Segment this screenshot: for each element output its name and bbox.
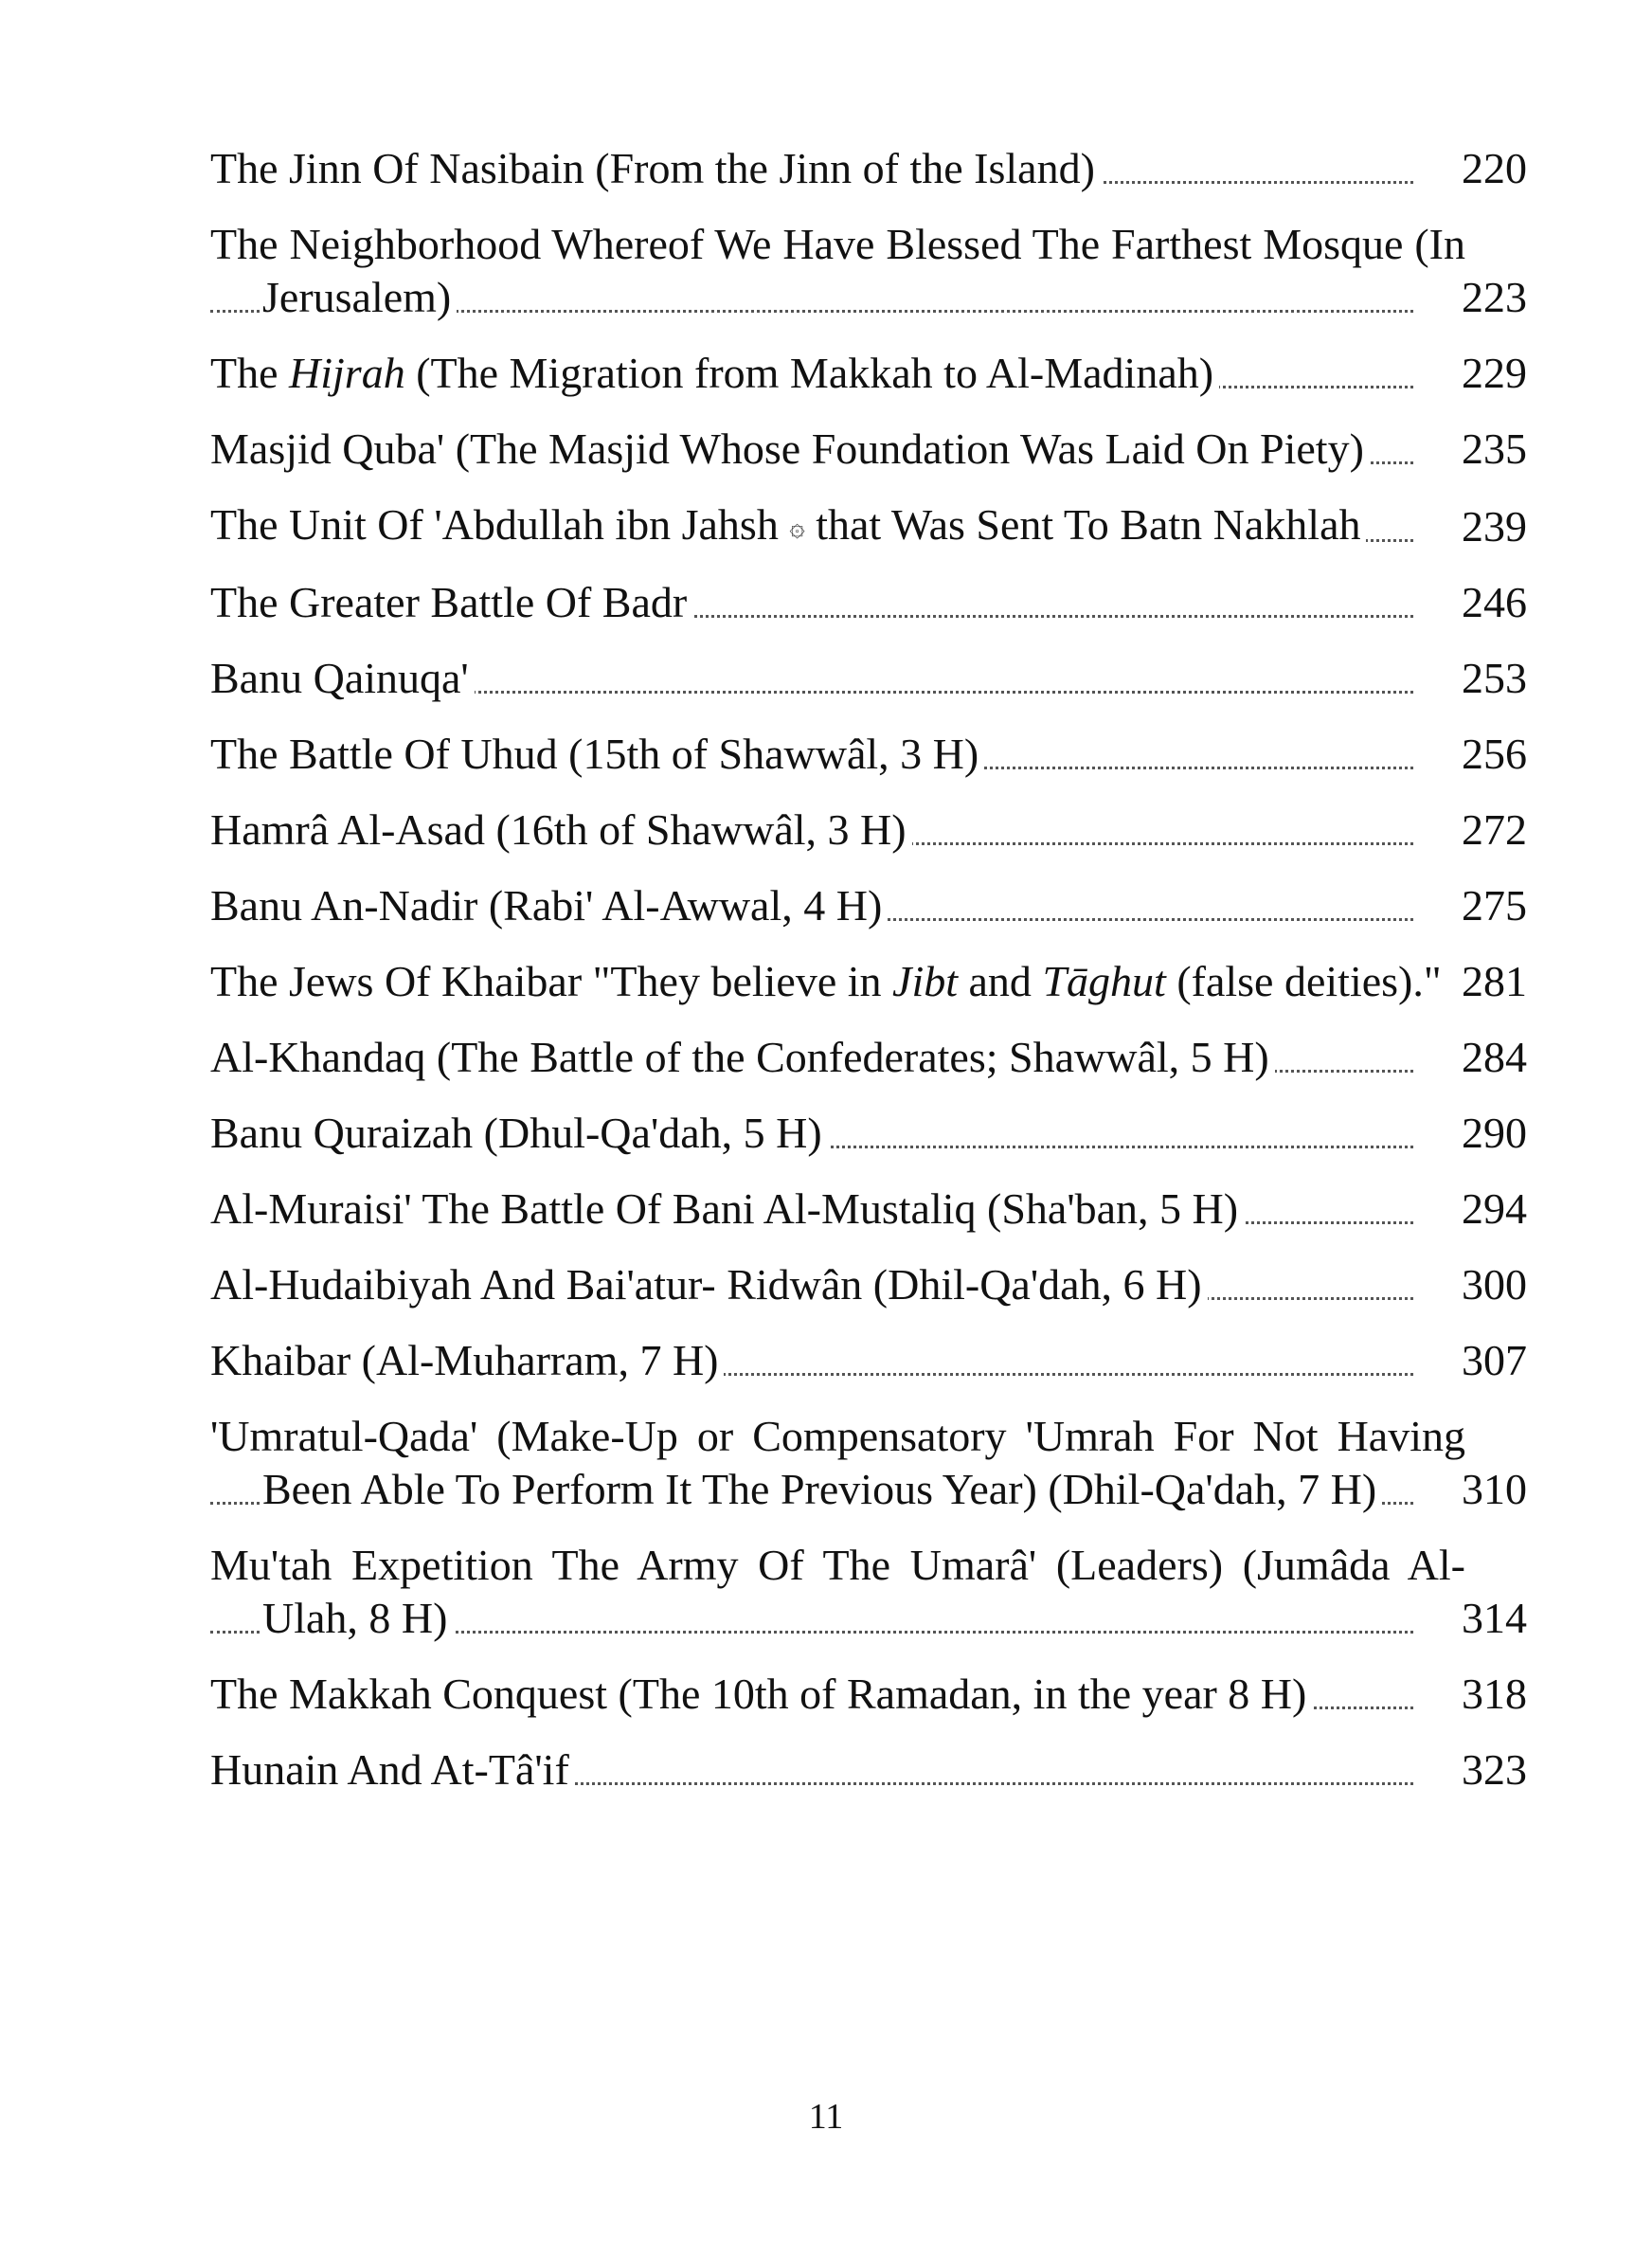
toc-entry[interactable] [210, 1107, 1527, 1160]
toc-entry-page: 307 [1462, 1336, 1527, 1384]
toc-entry[interactable] [210, 955, 1527, 1008]
toc-entry-page: 300 [1462, 1260, 1527, 1309]
toc-entry-page: 246 [1462, 578, 1527, 626]
toc-entry-title: The Unit Of 'Abdullah ibn Jahsh ۞ that Was Sent To Batn Nakhlah [210, 500, 1366, 549]
toc-entry-page: 275 [1462, 881, 1527, 930]
toc-entry-page: 290 [1462, 1109, 1527, 1157]
honorific-glyph-icon: ۞ [789, 511, 805, 542]
toc-entry-title: The Hijrah (The Migration from Makkah to Al-Madinah) [210, 349, 1219, 397]
toc-entry[interactable] [210, 142, 1527, 195]
toc-entry-page: 235 [1462, 424, 1527, 473]
toc-entry-title: The Makkah Conquest (The 10th of Ramadan, in the year 8 H) [210, 1670, 1312, 1718]
toc-entry[interactable] [210, 1539, 1527, 1645]
toc-entry-title: 'Umratul-Qada' (Make-Up or Compensatory 'Umrah For Not Having Been Able To Perform It The Previous Year) (Dhil-Qa'dah, 7 H) [210, 1412, 1465, 1513]
toc-entry-title: Banu An-Nadir (Rabi' Al-Awwal, 4 H) [210, 881, 888, 930]
toc-entry[interactable] [210, 652, 1527, 705]
toc-entry-page: 256 [1462, 730, 1527, 778]
toc-entry-title: The Jews Of Khaibar "They believe in Jibt and Tāghut (false deities)." [210, 957, 1447, 1005]
toc-entry[interactable] [210, 1031, 1527, 1084]
toc-entry-title: Banu Quraizah (Dhul-Qa'dah, 5 H) [210, 1109, 828, 1157]
toc-entry-page: 310 [1462, 1465, 1527, 1513]
toc-entry[interactable] [210, 218, 1527, 324]
toc-entry[interactable] [210, 347, 1527, 400]
toc-entry-title: The Neighborhood Whereof We Have Blessed The Farthest Mosque (In Jerusalem) [210, 220, 1465, 321]
toc-entry-page: 272 [1462, 805, 1527, 854]
toc-entry-title: Masjid Quba' (The Masjid Whose Foundation Was Laid On Piety) [210, 424, 1370, 473]
toc-entry-title: Khaibar (Al-Muharram, 7 H) [210, 1336, 724, 1384]
toc-entry[interactable] [210, 576, 1527, 629]
toc-entry[interactable] [210, 1668, 1527, 1721]
page-number: 11 [808, 2097, 844, 2137]
toc-entry-page: 253 [1462, 654, 1527, 702]
toc-entry-page: 284 [1462, 1033, 1527, 1081]
table-of-contents [210, 142, 1527, 1819]
toc-entry-page: 281 [1462, 957, 1527, 1005]
toc-entry-page: 323 [1462, 1745, 1527, 1794]
toc-entry-title: Al-Khandaq (The Battle of the Confederates; Shawwâl, 5 H) [210, 1033, 1275, 1081]
toc-entry-title: The Jinn Of Nasibain (From the Jinn of the Island) [210, 144, 1101, 192]
toc-entry-title: Al-Muraisi' The Battle Of Bani Al-Mustaliq (Sha'ban, 5 H) [210, 1184, 1244, 1233]
toc-entry-page: 314 [1462, 1594, 1527, 1642]
toc-entry[interactable] [210, 728, 1527, 781]
toc-entry-page: 318 [1462, 1670, 1527, 1718]
toc-entry-title: The Battle Of Uhud (15th of Shawwâl, 3 H) [210, 730, 984, 778]
toc-entry-title: The Greater Battle Of Badr [210, 578, 692, 626]
toc-entry[interactable] [210, 803, 1527, 857]
toc-entry-page: 294 [1462, 1184, 1527, 1233]
toc-entry[interactable] [210, 879, 1527, 932]
toc-entry-page: 229 [1462, 349, 1527, 397]
toc-entry[interactable] [210, 423, 1527, 476]
toc-entry-title: Hunain And At-Tâ'if [210, 1745, 575, 1794]
toc-entry-page: 220 [1462, 144, 1527, 192]
toc-entry-title: Hamrâ Al-Asad (16th of Shawwâl, 3 H) [210, 805, 912, 854]
toc-entry[interactable] [210, 1410, 1527, 1516]
toc-entry-page: 223 [1462, 273, 1527, 321]
toc-entry-title: Al-Hudaibiyah And Bai'atur- Ridwân (Dhil-Qa'dah, 6 H) [210, 1260, 1208, 1309]
toc-entry[interactable] [210, 1743, 1527, 1797]
toc-entry[interactable] [210, 498, 1527, 553]
toc-entry[interactable] [210, 1334, 1527, 1387]
toc-entry[interactable] [210, 1258, 1527, 1311]
toc-entry-title: Banu Qainuqa' [210, 654, 475, 702]
toc-entry[interactable] [210, 1183, 1527, 1236]
toc-entry-page: 239 [1462, 502, 1527, 551]
toc-entry-title: Mu'tah Expetition The Army Of The Umarâ' (Leaders) (Jumâda Al-Ulah, 8 H) [210, 1541, 1465, 1642]
